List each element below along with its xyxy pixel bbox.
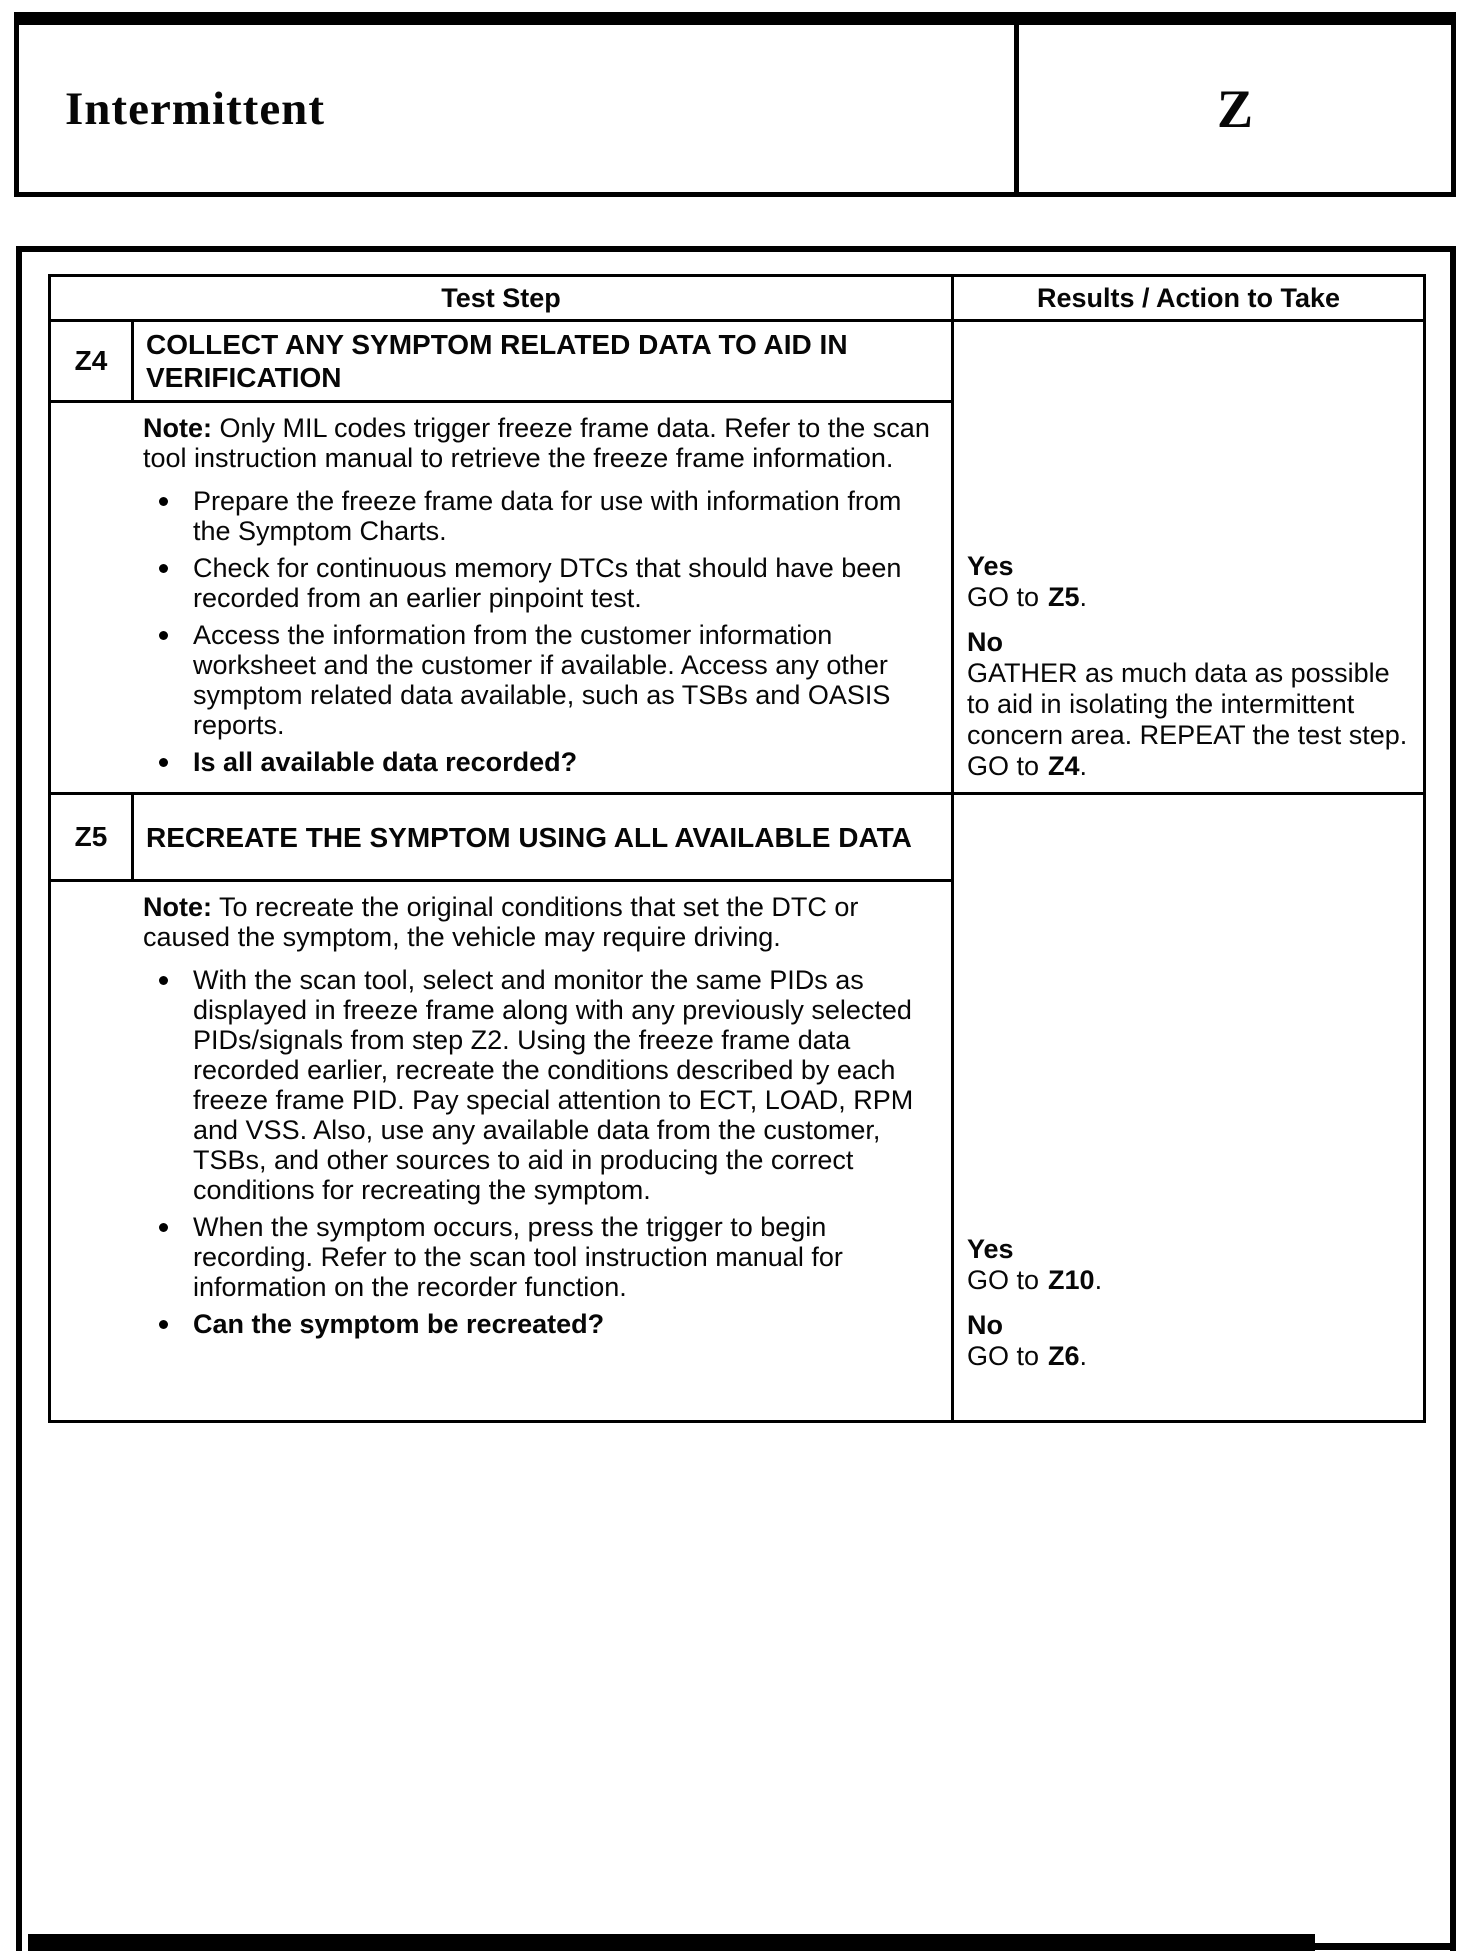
bullet-question: Is all available data recorded? <box>143 747 945 777</box>
result-yes-action <box>967 582 1417 613</box>
go-to-target: Z10 <box>1048 1265 1095 1295</box>
period: . <box>1079 751 1088 781</box>
note-text: To recreate the original conditions that set the DTC or caused the symptom, the vehicle may require driving. <box>143 892 859 953</box>
go-to-target: Z6 <box>1048 1341 1080 1371</box>
result-no-label: No <box>967 627 1003 657</box>
step-z4-body <box>50 402 953 794</box>
period: . <box>1079 582 1088 612</box>
step-z4-title-text: COLLECT ANY SYMPTOM RELATED DATA TO AID IN VERIFICATION <box>146 329 848 393</box>
step-z5-result-yes <box>967 1234 1417 1296</box>
go-to-text: GO to <box>967 582 1040 612</box>
go-to-target: Z4 <box>1048 751 1080 781</box>
header-section-cell <box>1019 25 1451 192</box>
step-z4-note <box>143 413 945 473</box>
note-label: Note: <box>143 413 212 443</box>
go-to-text: GO to <box>967 1341 1040 1371</box>
step-z5-id: Z5 <box>50 794 133 881</box>
step-z4-result-cell <box>953 321 1425 794</box>
note-text: Only MIL codes trigger freeze frame data. Refer to the scan tool instruction manual to retrieve the freeze frame information. <box>143 413 930 473</box>
step-z4-id: Z4 <box>50 321 133 402</box>
pinpoint-test-table <box>48 274 1426 1423</box>
step-z4-bullet-list <box>143 486 945 777</box>
step-z5-bullet-list <box>143 965 945 1339</box>
section-letter: Z <box>1216 78 1254 139</box>
result-no-action <box>967 1341 1417 1372</box>
period: . <box>1079 1341 1088 1371</box>
table-header-row <box>50 276 1425 321</box>
result-no-label: No <box>967 1310 1003 1340</box>
result-no-action <box>967 658 1417 782</box>
page-title: Intermittent <box>65 82 325 135</box>
bottom-border-bar <box>28 1934 1315 1951</box>
header-title-cell <box>19 25 1019 192</box>
result-yes-action <box>967 1265 1417 1296</box>
step-z5-title <box>133 794 953 881</box>
bottom-border-bar-thin <box>1315 1943 1455 1950</box>
period: . <box>1094 1265 1103 1295</box>
bullet-question: Can the symptom be recreated? <box>143 1309 945 1339</box>
bullet-item: Prepare the freeze frame data for use with information from the Symptom Charts. <box>143 486 945 546</box>
result-yes-label: Yes <box>967 551 1014 581</box>
step-z4-result-yes <box>967 551 1417 613</box>
step-z4-title <box>133 321 953 402</box>
step-z5-result-no <box>967 1310 1417 1372</box>
results-column-header: Results / Action to Take <box>953 276 1425 321</box>
bullet-item: When the symptom occurs, press the trigger to begin recording. Refer to the scan tool instruction manual for information on the recorder function. <box>143 1212 945 1302</box>
go-to-text: GO to <box>967 1265 1040 1295</box>
bullet-item: Access the information from the customer information worksheet and the customer if available. Access any other symptom related data available, such as TSBs and OASIS reports. <box>143 620 945 740</box>
step-z5-title-row <box>50 794 1425 881</box>
no-action-text: GATHER as much data as possible to aid in isolating the intermittent concern area. REPEAT the test step. GO to <box>967 658 1408 781</box>
test-step-column-header: Test Step <box>50 276 953 321</box>
header-box <box>14 12 1456 197</box>
step-z5-title-text: RECREATE THE SYMPTOM USING ALL AVAILABLE DATA <box>146 821 912 853</box>
step-z5-note <box>143 892 945 952</box>
bullet-item: With the scan tool, select and monitor the same PIDs as displayed in freeze frame along with any previously selected PIDs/signals from step Z2. Using the freeze frame data recorded earlier, recreate the conditions described by each freeze frame PID. Pay special attention to ECT, LOAD, RPM and VSS. Also, use any available data from the customer, TSBs, and other sources to aid in producing the correct conditions for recreating the symptom. <box>143 965 945 1205</box>
bullet-item: Check for continuous memory DTCs that should have been recorded from an earlier pinpoint test. <box>143 553 945 613</box>
step-z5-body <box>50 881 953 1422</box>
step-z4-result-no <box>967 627 1417 782</box>
step-z4-title-row <box>50 321 1425 402</box>
step-z5-result-cell <box>953 794 1425 1422</box>
result-yes-label: Yes <box>967 1234 1014 1264</box>
go-to-target: Z5 <box>1048 582 1080 612</box>
note-label: Note: <box>143 892 212 923</box>
